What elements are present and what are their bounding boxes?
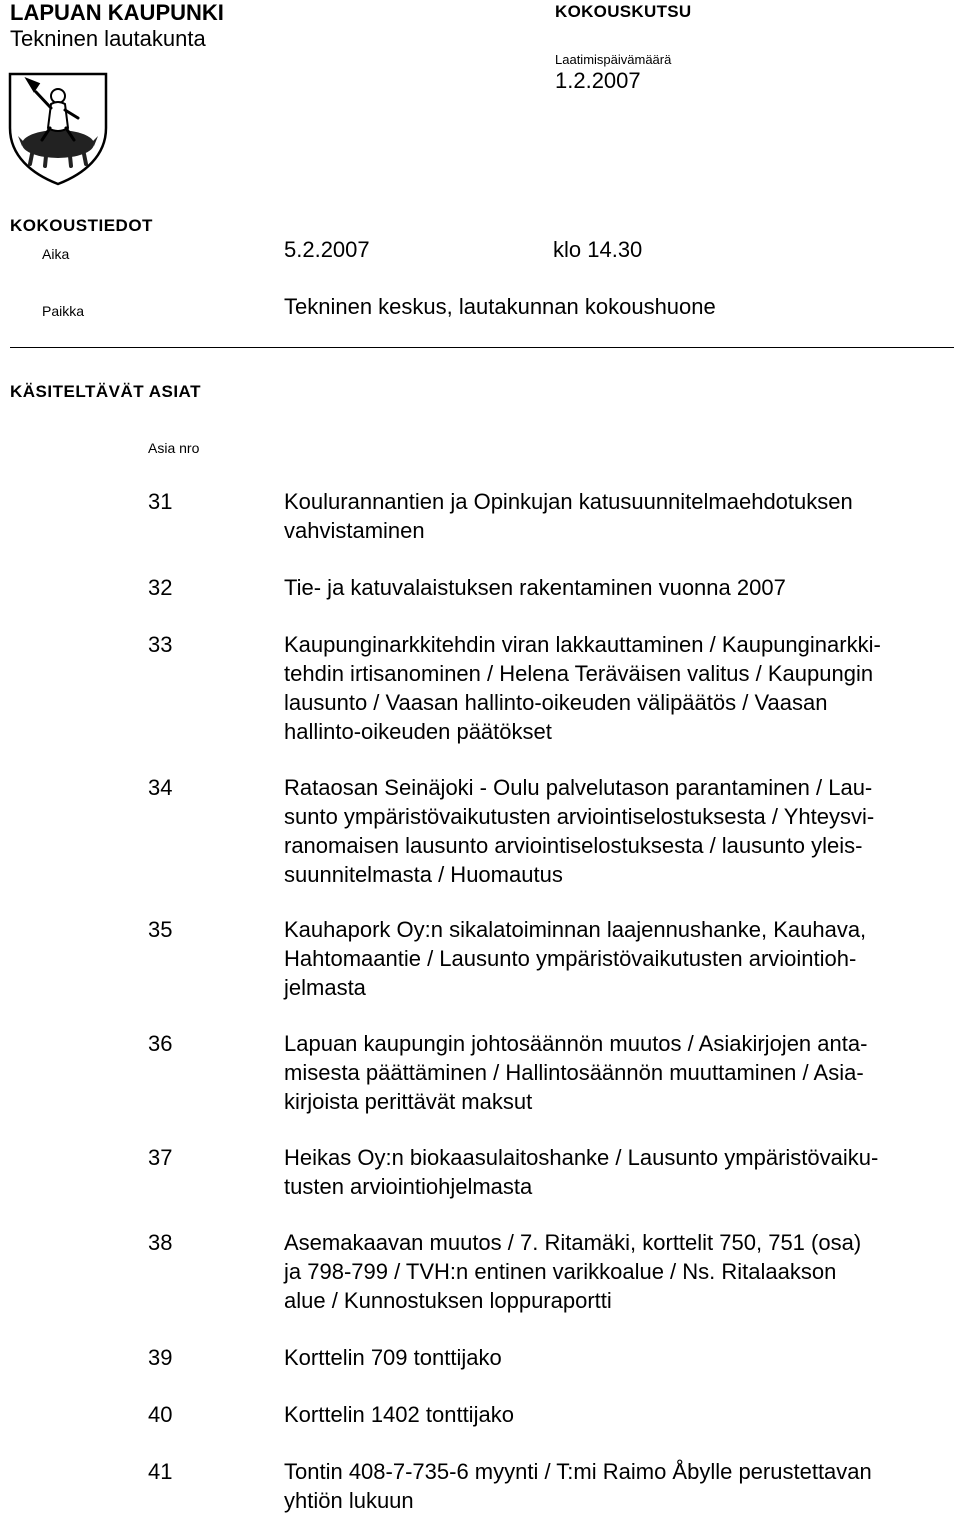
- agenda-item-number: 33: [148, 632, 173, 657]
- meeting-section-title: KOKOUSTIEDOT: [10, 216, 153, 235]
- agenda-item-text: Asemakaavan muutos / 7. Ritamäki, korttelit 750, 751 (osa) ja 798-799 / TVH:n entinen varikkoalue / Ns. Ritalaakson alue / Kunnostuksen loppuraportti: [284, 1230, 862, 1313]
- agenda-item-number: 31: [148, 489, 173, 514]
- agenda-item-number: 38: [148, 1230, 173, 1255]
- coat-of-arms-icon: [6, 70, 110, 188]
- agenda-item-text: Rataosan Seinäjoki - Oulu palvelutason parantaminen / Lau- sunto ympäristövaikutusten arviointiselostuksesta / Yhteysvi- ranomaisen lausunto arviointiselostuksesta / lausunto yleis- suunnitelmasta / Huomautus: [284, 775, 875, 887]
- agenda-item-number: 40: [148, 1402, 173, 1427]
- agenda-item-text: Lapuan kaupungin johtosäännön muutos / Asiakirjojen anta- misesta päättäminen / Hallintosäännön muuttaminen / Asia- kirjoista perittävät maksut: [284, 1031, 868, 1114]
- place-label: Paikka: [42, 303, 85, 319]
- date-label: Laatimispäivämäärä: [555, 52, 672, 67]
- agenda-number-header: Asia nro: [148, 440, 200, 456]
- meeting-place: Tekninen keskus, lautakunnan kokoushuone: [284, 294, 716, 319]
- agenda-item-text: Korttelin 709 tonttijako: [284, 1345, 502, 1370]
- agenda-item-text: Tie- ja katuvalaistuksen rakentaminen vuonna 2007: [284, 575, 786, 600]
- agenda-item-number: 36: [148, 1031, 173, 1056]
- agenda-item-number: 39: [148, 1345, 173, 1370]
- department-name: Tekninen lautakunta: [10, 26, 206, 51]
- agenda-item-text: Kauhapork Oy:n sikalatoiminnan laajennushanke, Kauhava, Hahtomaantie / Lausunto ympäristövaikutusten arviointioh- jelmasta: [284, 917, 867, 1000]
- agenda-item-number: 37: [148, 1145, 173, 1170]
- agenda-item-text: Tontin 408-7-735-6 myynti / T:mi Raimo Åbylle perustettavan yhtiön lukuun: [284, 1459, 872, 1513]
- agenda-item-text: Kaupunginarkkitehdin viran lakkauttaminen / Kaupunginarkki- tehdin irtisanominen / Helena Teräväisen valitus / Kaupungin lausunto / Vaasan hallinto-oikeuden välipäätös / Vaasan hallinto-oikeuden päätökset: [284, 632, 881, 744]
- agenda-item-number: 34: [148, 775, 173, 800]
- time-label: Aika: [42, 246, 70, 262]
- agenda-section-title: KÄSITELTÄVÄT ASIAT: [10, 382, 201, 401]
- agenda-item-text: Heikas Oy:n biokaasulaitoshanke / Lausunto ympäristövaiku- tusten arviointiohjelmasta: [284, 1145, 879, 1199]
- agenda-item-text: Koulurannantien ja Opinkujan katusuunnitelmaehdotuksen vahvistaminen: [284, 489, 853, 543]
- agenda-item-text: Korttelin 1402 tonttijako: [284, 1402, 514, 1427]
- meeting-date: 5.2.2007: [284, 237, 370, 262]
- agenda-item-number: 41: [148, 1459, 173, 1484]
- document-type: KOKOUSKUTSU: [555, 2, 692, 21]
- meeting-time: klo 14.30: [553, 237, 643, 262]
- organization-name: LAPUAN KAUPUNKI: [10, 0, 224, 25]
- agenda-item-number: 32: [148, 575, 173, 600]
- date-value: 1.2.2007: [555, 68, 641, 93]
- section-divider: [10, 347, 954, 348]
- agenda-item-number: 35: [148, 917, 173, 942]
